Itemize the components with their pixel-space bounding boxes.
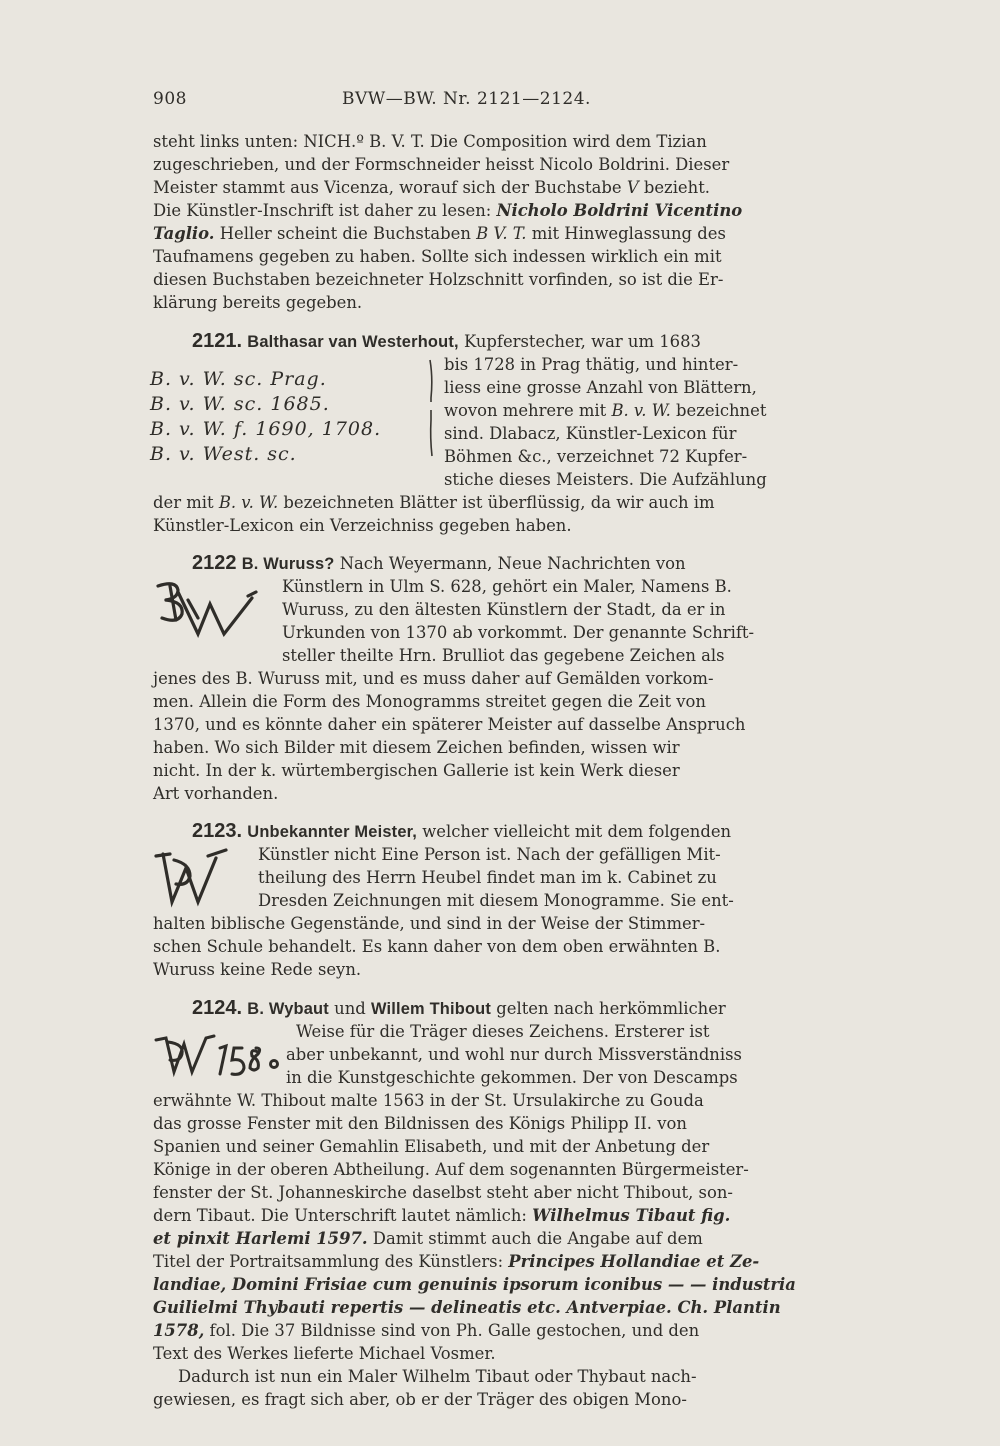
entry-number: 2124. <box>192 997 243 1019</box>
artist-name: Balthasar van Westerhout, <box>247 333 459 351</box>
signature-variant: B. v. W. sc. Prag. <box>150 368 327 390</box>
text-line: stiche dieses Meisters. Die Aufzählung <box>444 470 767 489</box>
text-line: Meister stammt aus Vicenza, worauf sich der Buchstabe V bezieht. <box>153 178 710 197</box>
entry-heading: 2121. Balthasar van Westerhout, Kupferstecher, war um 1683 <box>192 330 701 352</box>
text-line: in die Kunstgeschichte gekommen. Der von Descamps <box>286 1068 738 1087</box>
text-line: aber unbekannt, und wohl nur durch Missverständniss <box>286 1045 742 1064</box>
text-line: Wuruss keine Rede seyn. <box>153 960 362 979</box>
w-1580-monogram-icon <box>150 1030 280 1088</box>
text-line: bis 1728 in Prag thätig, und hinter- <box>444 355 739 374</box>
text-line: jenes des B. Wuruss mit, und es muss daher auf Gemälden vorkom- <box>153 669 714 688</box>
text-line: et pinxit Harlemi 1597. Damit stimmt auch die Angabe auf dem <box>153 1229 703 1248</box>
text-line: Weise für die Träger dieses Zeichens. Ersterer ist <box>296 1022 710 1041</box>
text-line: Böhmen &c., verzeichnet 72 Kupfer- <box>444 447 748 466</box>
signature-variant: B. v. W. f. 1690, 1708. <box>150 418 382 440</box>
text-line: Künstler-Lexicon ein Verzeichniss gegeben haben. <box>153 516 572 535</box>
text-line: Dadurch ist nun ein Maler Wilhelm Tibaut oder Thybaut nach- <box>178 1367 697 1386</box>
text-line: theilung des Herrn Heubel findet man im k. Cabinet zu <box>258 868 717 887</box>
text-line: Künstler nicht Eine Person ist. Nach der gefälligen Mit- <box>258 845 721 864</box>
text-line: zugeschrieben, und der Formschneider heisst Nicolo Boldrini. Dieser <box>153 155 730 174</box>
artist-name: Willem Thibout <box>370 1000 492 1018</box>
text-line: fenster der St. Johanneskirche daselbst steht aber nicht Thibout, son- <box>153 1183 733 1202</box>
w-monogram-icon <box>150 846 238 910</box>
text-line: Künstlern in Ulm S. 628, gehört ein Maler, Namens B. <box>282 577 732 596</box>
artist-name: B. Wybaut <box>247 1000 329 1018</box>
text-line: wovon mehrere mit B. v. W. bezeichnet <box>444 401 767 420</box>
running-title: BVW—BW. Nr. 2121—2124. <box>342 89 591 109</box>
text-line: Dresden Zeichnungen mit diesem Monogramme. Sie ent- <box>258 891 734 910</box>
text-line: der mit B. v. W. bezeichneten Blätter ist überflüssig, da wir auch im <box>153 493 715 512</box>
entry-number: 2121. <box>192 330 243 352</box>
text-line: Taufnamens gegeben zu haben. Sollte sich indessen wirklich ein mit <box>153 247 722 266</box>
signature-variant: B. v. W. sc. 1685. <box>150 393 330 415</box>
text-line: Spanien und seiner Gemahlin Elisabeth, und mit der Anbetung der <box>153 1137 710 1156</box>
text-line: sind. Dlabacz, Künstler-Lexicon für <box>444 424 737 443</box>
text-line: Titel der Portraitsammlung des Künstlers: Principes Hollandiae et Ze- <box>153 1252 760 1271</box>
text-line: Taglio. Heller scheint die Buchstaben B V. T. mit Hinweglassung des <box>153 224 726 243</box>
entry-heading: 2123. Unbekannter Meister, welcher vielleicht mit dem folgenden <box>192 820 732 842</box>
text-line: men. Allein die Form des Monogramms streitet gegen die Zeit von <box>153 692 706 711</box>
text-line: nicht. In der k. würtembergischen Gallerie ist kein Werk dieser <box>153 761 680 780</box>
text-line: gewiesen, es fragt sich aber, ob er der Träger des obigen Mono- <box>153 1390 687 1409</box>
text-line: Art vorhanden. <box>153 784 279 803</box>
text-line: diesen Buchstaben bezeichneter Holzschnitt vorfinden, so ist die Er- <box>153 270 724 289</box>
entry-number: 2123. <box>192 820 243 842</box>
text-line: das grosse Fenster mit den Bildnissen des Königs Philipp II. von <box>153 1114 687 1133</box>
entry-number: 2122 <box>192 552 237 574</box>
text-line: 1370, und es könnte daher ein späterer Meister auf dasselbe Anspruch <box>153 715 746 734</box>
text-line: halten biblische Gegenstände, und sind in der Weise der Stimmer- <box>153 914 706 933</box>
text-line: erwähnte W. Thibout malte 1563 in der St. Ursulakirche zu Gouda <box>153 1091 704 1110</box>
text-line: 1578, fol. Die 37 Bildnisse sind von Ph. Galle gestochen, und den <box>153 1321 700 1340</box>
text-line: Wuruss, zu den ältesten Künstlern der Stadt, da er in <box>282 600 726 619</box>
text-line: Urkunden von 1370 ab vorkommt. Der genannte Schrift- <box>282 623 755 642</box>
page-number: 908 <box>153 89 187 109</box>
text-line: haben. Wo sich Bilder mit diesem Zeichen befinden, wissen wir <box>153 738 680 757</box>
artist-name: B. Wuruss? <box>241 555 335 573</box>
text-line: steller theilte Hrn. Brulliot das gegebene Zeichen als <box>282 646 725 665</box>
text-line: dern Tibaut. Die Unterschrift lautet nämlich: Wilhelmus Tibaut fig. <box>153 1206 731 1225</box>
text-line: liess eine grosse Anzahl von Blättern, <box>444 378 757 397</box>
entry-heading: 2122 B. Wuruss? Nach Weyermann, Neue Nachrichten von <box>192 552 686 574</box>
signature-variant: B. v. West. sc. <box>150 443 297 465</box>
text-line: Könige in der oberen Abtheilung. Auf dem sogenannten Bürgermeister- <box>153 1160 749 1179</box>
text-line: Guilielmi Thybauti repertis — delineatis etc. Antverpiae. Ch. Plantin <box>153 1298 781 1317</box>
text-line: steht links unten: NICH.º B. V. T. Die Composition wird dem Tizian <box>153 132 707 151</box>
text-line: landiae, Domini Frisiae cum genuinis ipsorum iconibus — — industria <box>153 1275 796 1294</box>
text-line: Die Künstler-Inschrift ist daher zu lesen: Nicholo Boldrini Vicentino <box>153 201 743 220</box>
text-line: klärung bereits gegeben. <box>153 293 363 312</box>
text-line: schen Schule behandelt. Es kann daher von dem oben erwähnten B. <box>153 937 721 956</box>
artist-name: Unbekannter Meister, <box>247 823 418 841</box>
bw-monogram-icon <box>148 578 260 644</box>
text-line: Text des Werkes lieferte Michael Vosmer. <box>153 1344 496 1363</box>
entry-heading: 2124. B. Wybaut und Willem Thibout gelten nach herkömmlicher <box>192 997 726 1019</box>
bracket-line <box>424 358 438 458</box>
